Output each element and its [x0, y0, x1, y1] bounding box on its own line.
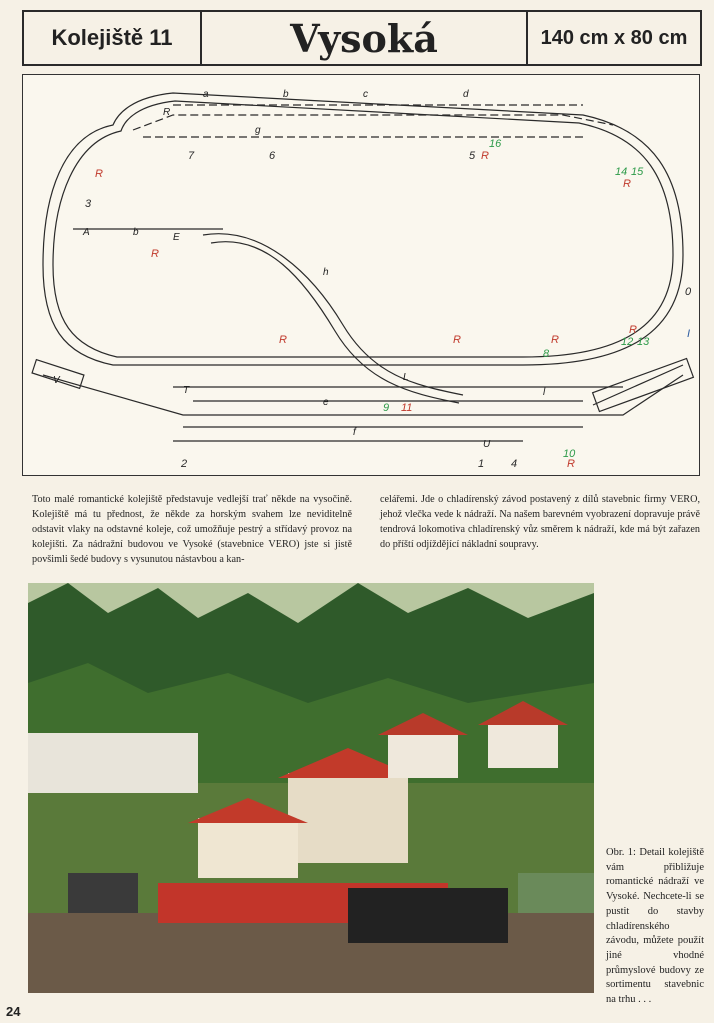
track-lines: [32, 93, 693, 441]
plan-letter: e: [323, 397, 329, 408]
plan-letter: l: [543, 387, 546, 398]
plan-number: 8: [543, 348, 550, 360]
plan-letter: c: [363, 89, 368, 100]
plan-number: 10: [563, 448, 576, 460]
r-labels: [95, 150, 637, 470]
plan-letter: T: [183, 385, 190, 396]
track-plan-diagram: [22, 74, 700, 476]
plan-letter: L: [403, 372, 409, 383]
layout-photo: [28, 583, 594, 993]
plan-letter: a: [203, 89, 209, 100]
plan-letter: b: [133, 227, 139, 238]
plan-letter: h: [323, 267, 329, 278]
photo-caption: Obr. 1: Detail kolejiště vám přibližuje romantické nádraží ve Vysoké. Nechcete-li se pustit do stavby chladírenského závodu, můžete použít jiné vhodné průmyslové budovy ze sortimentu stavebnic na trhu . . .: [606, 847, 704, 1006]
plan-r: R: [551, 334, 559, 346]
plan-r: R: [629, 324, 637, 336]
article-text-left: Toto malé romantické kolejiště představuje vedlejší trať někde na vysočině. Kolejiště má tu přednost, že někde za horským svahem lze neviditelně odstavit vlaky na odstavné koleje, což umožňuje pestrý a střídavý provoz na kolejišti. Za nádražní budovou ve Vysoké (stavebnice VERO) jste si jistě povšimli šedé budovy s vysunutou nástavbou a kan-: [32, 494, 352, 565]
layout-dimensions: 140 cm x 80 cm: [526, 12, 700, 64]
plan-r: R: [623, 178, 631, 190]
plan-letter: U: [483, 439, 491, 450]
plan-number: 9: [383, 402, 390, 414]
plan-letter: R: [163, 107, 171, 118]
plan-r: R: [567, 458, 575, 470]
plan-number: 7: [188, 150, 195, 162]
plan-letter: A: [83, 227, 90, 238]
plan-r: R: [453, 334, 461, 346]
plan-r: R: [95, 168, 103, 180]
plan-number: 1: [478, 458, 485, 470]
plan-letter: b: [283, 89, 289, 100]
plan-number: 0: [685, 286, 692, 298]
plan-number: 14: [615, 166, 628, 178]
track-plan-svg: [23, 75, 699, 475]
plan-number: 15: [631, 166, 644, 178]
plan-number: 11: [401, 402, 413, 414]
plan-letter: d: [463, 89, 469, 100]
page-number: 24: [6, 1004, 21, 1019]
plan-r: R: [481, 150, 489, 162]
page-header: [22, 10, 702, 66]
plan-number: 12: [621, 336, 634, 348]
photo-illustration: [28, 583, 594, 993]
plan-r: R: [151, 248, 159, 260]
plan-letter: g: [255, 125, 261, 136]
station-title: Vysoká: [290, 15, 438, 61]
plan-number: 16: [489, 138, 502, 150]
plan-number: 4: [511, 458, 518, 470]
plan-number: 3: [85, 198, 92, 210]
plan-letter: V: [53, 375, 60, 386]
plan-number: I: [687, 328, 691, 340]
plan-number: 5: [469, 150, 476, 162]
article-text-right: celářemi. Jde o chladírenský závod postavený z dílů stavebnic firmy VERO, jehož vlečka vede k nádraží. Na našem barevném vyobrazení dopravuje právě tendrová lokomotiva chladírenský vůz směrem k nádraží, kde má být zařazen do příští odjíždějící nákladní soupravy.: [380, 494, 700, 550]
plan-r: R: [279, 334, 287, 346]
plan-letter: E: [173, 232, 180, 243]
layout-title: Kolejiště 11: [24, 12, 202, 64]
plan-number: 13: [637, 336, 650, 348]
plan-number: 6: [269, 150, 276, 162]
switch-number-labels: [85, 138, 692, 470]
plan-letter: f: [353, 427, 356, 438]
plan-number: 2: [181, 458, 188, 470]
